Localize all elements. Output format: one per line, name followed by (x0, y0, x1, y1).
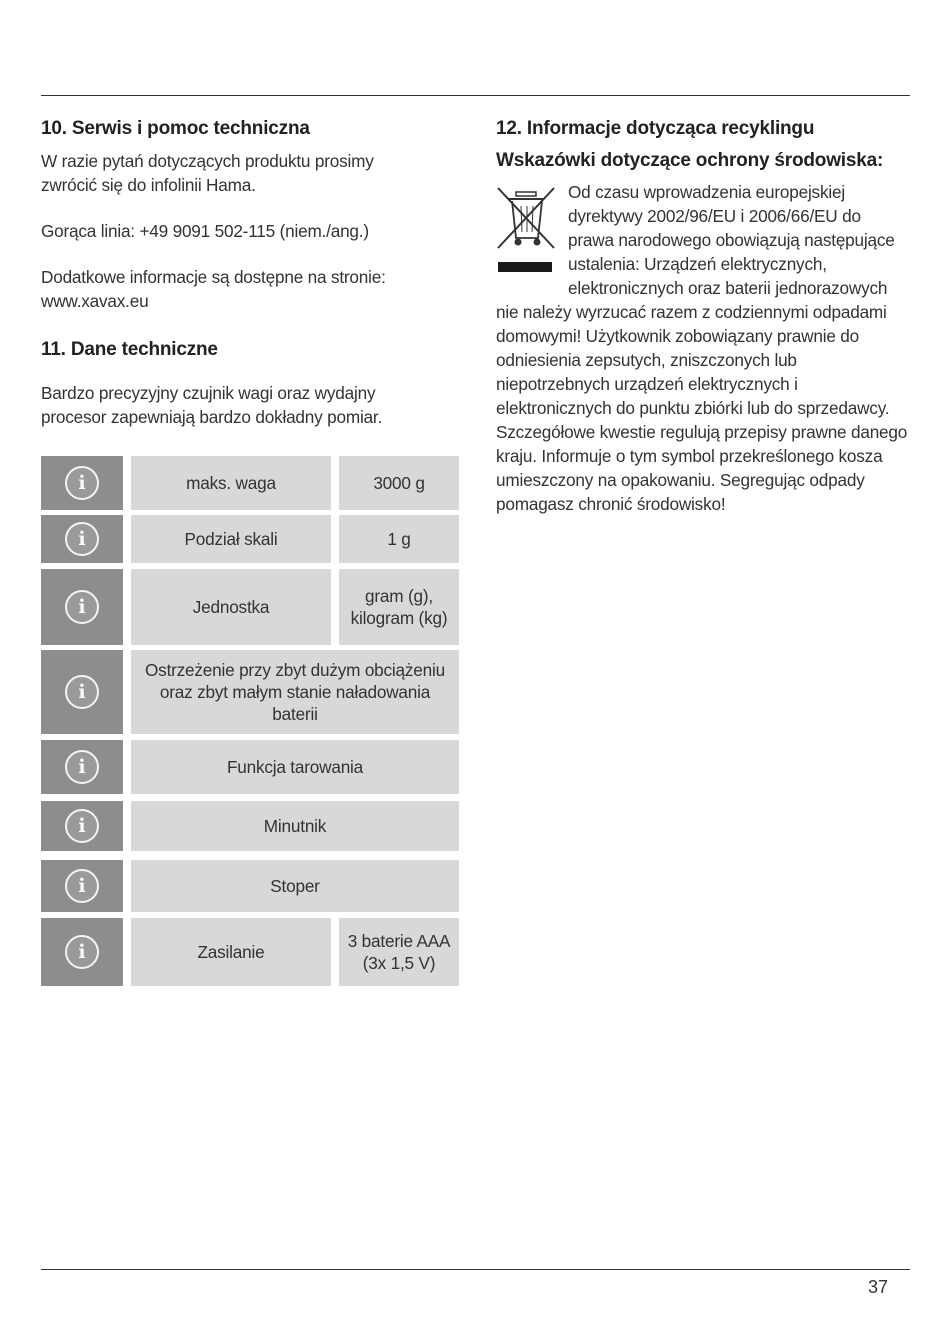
info-icon-cell (41, 801, 123, 851)
info-icon: i (65, 466, 99, 500)
info-icon-cell (41, 860, 123, 912)
spec-value: 1 g (339, 515, 459, 563)
bottom-rule (41, 1269, 910, 1270)
info-icon-cell (41, 740, 123, 794)
section-10-paragraph-3: Dodatkowe informacje są dostępne na stronie: www.xavax.eu (41, 267, 386, 311)
info-icon: i (65, 935, 99, 969)
spec-row (41, 515, 459, 563)
info-icon: i (65, 750, 99, 784)
section-12-subtitle: Wskazówki dotyczące ochrony środowiska: (496, 150, 884, 171)
spec-row (41, 740, 459, 794)
section-12-title: 12. Informacje dotycząca recyklingu (496, 118, 815, 139)
section-10-title: 10. Serwis i pomoc techniczna (41, 118, 310, 139)
section-11-title: 11. Dane techniczne (41, 339, 218, 360)
section-10-paragraph-1: W razie pytań dotyczących produktu prosimy zwrócić się do infolinii Hama. (41, 151, 374, 195)
info-icon-cell (41, 918, 123, 986)
info-icon: i (65, 869, 99, 903)
left-column (41, 118, 471, 429)
section-11-paragraph: Bardzo precyzyjny czujnik wagi oraz wydajny procesor zapewniają bardzo dokładny pomiar. (41, 383, 383, 427)
spec-label: Funkcja tarowania (131, 740, 459, 794)
info-icon-cell (41, 456, 123, 510)
info-icon-cell (41, 515, 123, 563)
spec-label: Zasilanie (131, 918, 331, 986)
spec-row (41, 569, 459, 645)
info-icon-cell (41, 650, 123, 734)
spec-label: Jednostka (131, 569, 331, 645)
info-icon: i (65, 590, 99, 624)
spec-row (41, 801, 459, 851)
recycling-block (496, 180, 911, 516)
spec-value: 3000 g (339, 456, 459, 510)
spec-row (41, 650, 459, 734)
spec-row (41, 456, 459, 510)
spec-label: maks. waga (131, 456, 331, 510)
section-12-text: Od czasu wprowadzenia europejskiej dyrektywy 2002/96/EU i 2006/66/EU do prawa narodowego obowiązują następujące ustalenia: Urządzeń elektrycznych, elektronicznych oraz baterii jednorazowych nie należy wyrzucać razem z codziennymi odpadami domowymi! Użytkownik zobowiązany prawnie do odniesienia zepsutych, zniszczonych lub niepotrzebnych urządzeń elektrycznych i elektronicznych do punktu zbiórki lub do sprzedawcy. Szczegółowe kwestie regulują przepisy prawne danego kraju. Informuje o tym symbol przekreślonego kosza umieszczony na opakowaniu. Segregując odpady pomagasz chronić środowisko! (496, 182, 908, 514)
spec-label: Ostrzeżenie przy zbyt dużym obciążeniu oraz zbyt małym stanie naładowania baterii (131, 650, 459, 734)
spec-row (41, 918, 459, 986)
top-rule (41, 95, 910, 96)
page-number: 37 (868, 1277, 889, 1297)
info-icon: i (65, 675, 99, 709)
right-column (496, 118, 911, 516)
spec-label: Podział skali (131, 515, 331, 563)
crossed-bin-icon (494, 182, 560, 278)
info-icon-cell (41, 569, 123, 645)
info-icon: i (65, 809, 99, 843)
spec-value: gram (g), kilogram (kg) (339, 569, 459, 645)
spec-label: Stoper (131, 860, 459, 912)
spec-value: 3 baterie AAA (3x 1,5 V) (339, 918, 459, 986)
spec-row (41, 860, 459, 912)
spec-label: Minutnik (131, 801, 459, 851)
section-10-hotline: Gorąca linia: +49 9091 502-115 (niem./ang.) (41, 221, 369, 241)
info-icon: i (65, 522, 99, 556)
